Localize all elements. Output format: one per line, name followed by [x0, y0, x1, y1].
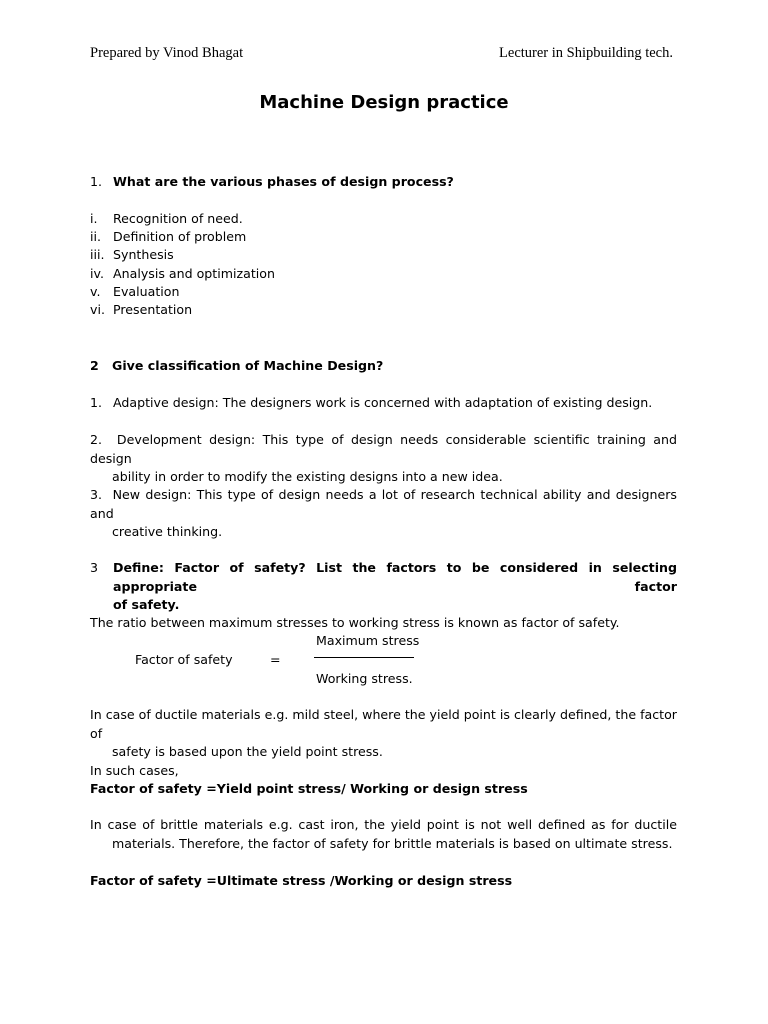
description: This type of design needs considerable scientific training and design	[90, 432, 677, 466]
page-title: Machine Design practice	[259, 92, 509, 113]
formula-label: Factor of safety	[135, 652, 233, 667]
ductile-paragraph: In case of ductile materials e.g. mild steel, where the yield point is clearly defined, the factor of safety is based upon the yield point stress. In such cases,	[90, 707, 677, 778]
formula-brittle: Factor of safety =Ultimate stress /Working or design stress	[90, 873, 513, 888]
list-item-number: iii.	[90, 247, 105, 262]
formula-numerator: Maximum stress	[316, 633, 420, 648]
list-item-number: i.	[90, 211, 98, 226]
header-role: Lecturer in Shipbuilding tech.	[499, 45, 673, 61]
description-continued: ability in order to modify the existing designs into a new idea.	[112, 469, 503, 484]
q3-definition: The ratio between maximum stresses to working stress is known as factor of safety.	[90, 615, 620, 630]
q1-question: What are the various phases of design process?	[113, 174, 454, 189]
description: The designers work is concerned with adaptation of existing design.	[218, 395, 653, 410]
q3-question: Define: Factor of safety? List the factors to be considered in selecting appropriate factor of safety.	[113, 560, 677, 612]
q2-item-number: 3.	[90, 487, 103, 502]
q2-number: 2	[90, 358, 99, 373]
brittle-paragraph: In case of brittle materials e.g. cast iron, the yield point is not well defined as for ductile materials. Therefore, the factor of safety for brittle materials is based on ultimate stress.	[90, 817, 677, 851]
term: Adaptive design:	[113, 395, 219, 410]
formula-ductile: Factor of safety =Yield point stress/ Working or design stress	[90, 781, 528, 796]
q2-item-development	[90, 431, 677, 487]
q2-item-number: 2.	[90, 432, 103, 447]
q3-number: 3	[90, 560, 99, 575]
list-item-number: vi.	[90, 302, 105, 317]
header-author: Prepared by Vinod Bhagat	[90, 45, 244, 61]
list-item-number: ii.	[90, 229, 102, 244]
description-continued: creative thinking.	[112, 524, 223, 539]
q2-item-adaptive	[113, 394, 652, 412]
list-item: Evaluation	[113, 284, 180, 299]
formula-denominator: Working stress.	[316, 671, 413, 686]
description: This type of design needs a lot of research technical ability and designers and	[90, 487, 677, 521]
list-item-number: v.	[90, 284, 101, 299]
list-item: Definition of problem	[113, 229, 247, 244]
formula-equals: =	[270, 652, 281, 667]
list-item-number: iv.	[90, 266, 104, 281]
list-item: Recognition of need.	[113, 211, 243, 226]
term: New design:	[112, 487, 192, 502]
q1-number: 1.	[90, 174, 103, 189]
list-item: Presentation	[113, 302, 193, 317]
fraction-bar	[314, 657, 414, 658]
list-item: Synthesis	[113, 247, 174, 262]
list-item: Analysis and optimization	[113, 266, 275, 281]
term: Development design:	[116, 432, 256, 447]
q2-item-number: 1.	[90, 395, 103, 410]
q2-question: Give classification of Machine Design?	[112, 358, 384, 373]
q2-item-new	[90, 486, 677, 542]
